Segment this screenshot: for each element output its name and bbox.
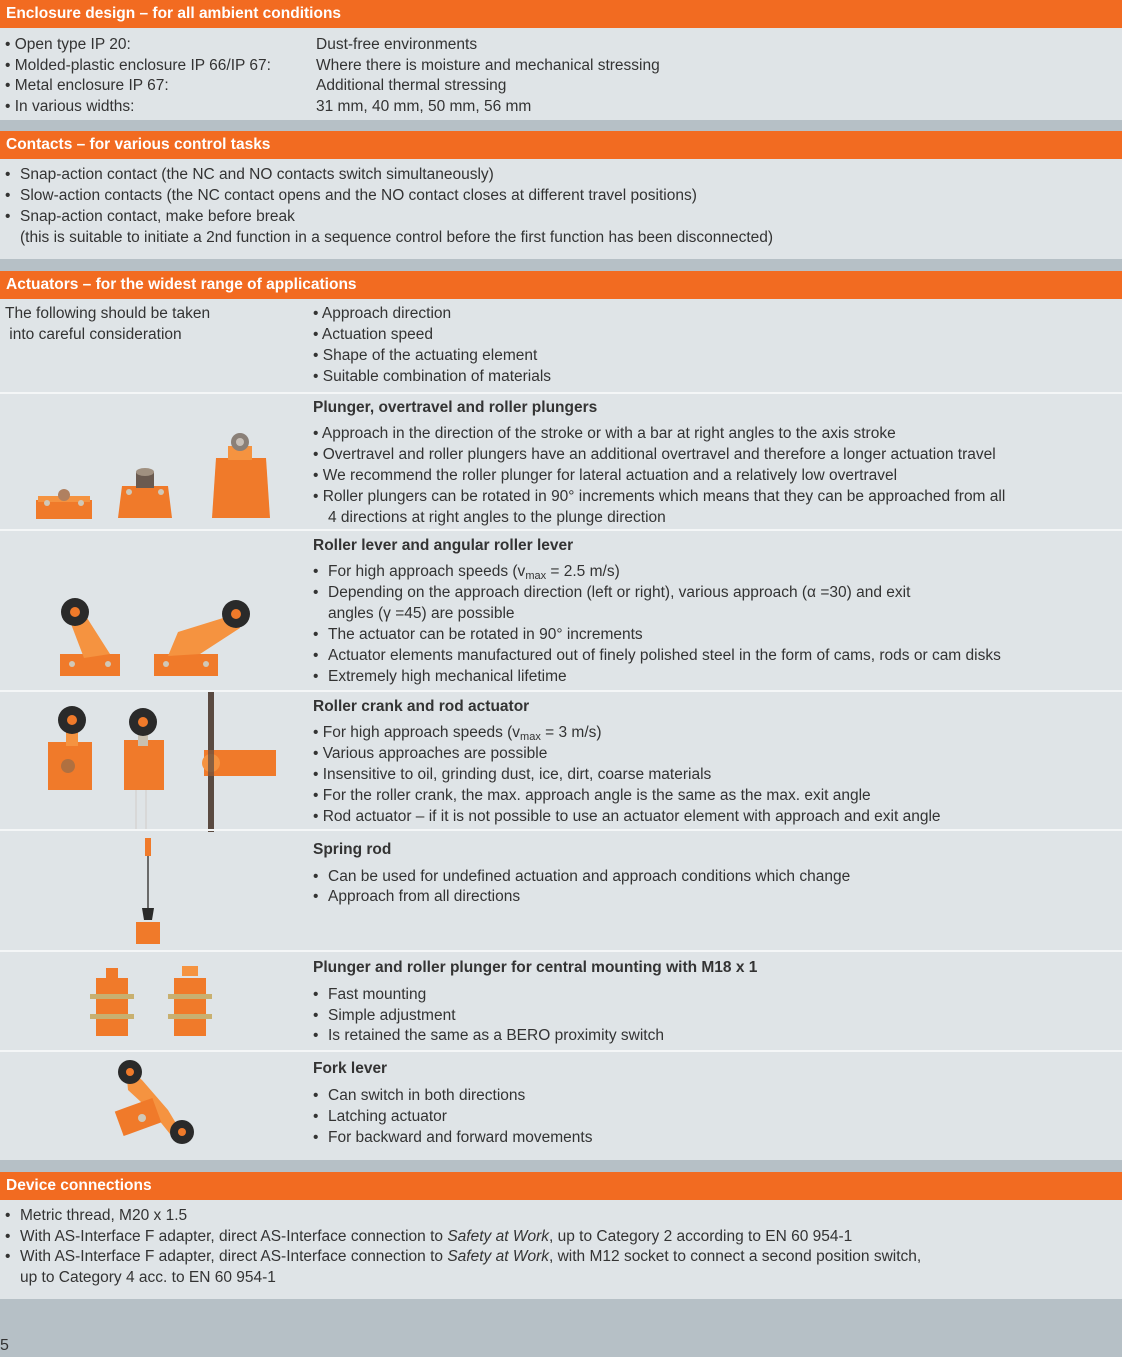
contacts-item-4: (this is suitable to initiate a 2nd function in a sequence control before the first function has been disconnected) [20,229,774,246]
fork-lever-title: Fork lever [313,1060,388,1077]
consideration-1: • Approach direction [313,305,452,322]
actuators-intro-line2: into careful consideration [5,326,182,343]
roller-crank-speed-post: = 3 m/s) [540,724,602,741]
roller-crank-line-3: • For the roller crank, the max. approach angle is the same as the max. exit angle [313,787,871,804]
roller-lever-speed-sub: max [525,570,547,582]
enclosure-value-3: Additional thermal stressing [316,77,507,94]
contacts-bullet: • [5,166,11,183]
roller-lever-speed [328,561,620,582]
roller-crank-title: Roller crank and rod actuator [313,698,530,715]
contacts-item-2: Slow-action contacts (the NC contact opens and the NO contact closes at different travel positions) [20,187,697,204]
roller-crank-speed-pre: • For high approach speeds (v [313,724,521,741]
roller-lever-line-2: angles (γ =45) are possible [328,605,515,622]
divider [0,1050,1122,1052]
device-line-3-pre: With AS-Interface F adapter, direct AS-Interface connection to [20,1248,448,1265]
roller-crank-speed [313,722,602,743]
central-mount-bullet: • [313,986,319,1003]
device-bullet: • [5,1207,11,1224]
roller-lever-line-3: The actuator can be rotated in 90° increments [328,626,643,643]
device-line-2-pre: With AS-Interface F adapter, direct AS-Interface connection to [20,1228,448,1245]
spring-rod-image [132,838,164,946]
contacts-item-1: Snap-action contact (the NC and NO contacts switch simultaneously) [20,166,494,183]
central-mount-line-2: Simple adjustment [328,1007,456,1024]
device-bullet: • [5,1228,11,1245]
divider [0,829,1122,831]
roller-lever-bullet: • [313,647,319,664]
fork-lever-line-1: Can switch in both directions [328,1087,526,1104]
enclosure-value-1: Dust-free environments [316,36,478,53]
roller-crank-line-1: • Various approaches are possible [313,745,548,762]
page-number: 5 [0,1337,9,1354]
fork-lever-line-3: For backward and forward movements [328,1129,593,1146]
roller-lever-title: Roller lever and angular roller lever [313,537,574,554]
spring-rod-bullet: • [313,868,319,885]
spring-rod-line-2: Approach from all directions [328,888,521,905]
device-line-4: up to Category 4 acc. to EN 60 954-1 [20,1269,276,1286]
contacts-bullet: • [5,208,11,225]
spring-rod-bullet: • [313,888,319,905]
device-line-1: Metric thread, M20 x 1.5 [20,1207,188,1224]
roller-crank-side-image [124,708,164,830]
plunger-line-3: • We recommend the roller plunger for lateral actuation and a relatively low overtravel [313,467,898,484]
roller-lever-bullet: • [313,584,319,601]
plunger-line-4: • Roller plungers can be rotated in 90° increments which means that they can be approached from all [313,488,1006,505]
fork-lever-line-2: Latching actuator [328,1108,447,1125]
plunger-title: Plunger, overtravel and roller plungers [313,399,598,416]
central-mount-illustration [86,966,218,1042]
central-roller-plunger-image [168,966,212,1036]
central-mount-title: Plunger and roller plunger for central mounting with M18 x 1 [313,959,758,976]
plunger-line-5: 4 directions at right angles to the plunge direction [328,509,666,526]
fork-lever-bullet: • [313,1129,319,1146]
enclosure-label-3: • Metal enclosure IP 67: [5,77,169,94]
roller-lever-speed-pre: For high approach speeds (v [328,563,526,580]
overtravel-plunger-image [118,468,172,518]
contacts-item-3: Snap-action contact, make before break [20,208,295,225]
roller-crank-speed-sub: max [520,731,541,743]
central-mount-line-1: Fast mounting [328,986,427,1003]
central-mount-bullet: • [313,1007,319,1024]
consideration-2: • Actuation speed [313,326,434,343]
fork-lever-bullet: • [313,1108,319,1125]
device-bullet: • [5,1248,11,1265]
plunger-line-1: • Approach in the direction of the stroke or with a bar at right angles to the axis stroke [313,425,896,442]
central-plunger-image [90,968,134,1036]
enclosure-label-4: • In various widths: [5,98,135,115]
central-mount-line-3: Is retained the same as a BERO proximity switch [328,1027,664,1044]
device-line-2-post: , up to Category 2 according to EN 60 954-1 [549,1228,853,1245]
roller-lever-line-1: Depending on the approach direction (left or right), various approach (α =30) and exit [328,584,911,601]
roller-plunger-image [212,433,270,518]
roller-lever-bullet: • [313,563,319,580]
device-header: Device connections [0,1172,1122,1200]
roller-lever-speed-post: = 2.5 m/s) [546,563,620,580]
roller-lever-bullet: • [313,626,319,643]
roller-crank-line-4: • Rod actuator – if it is not possible to use an actuator element with approach and exit angle [313,808,941,825]
divider [0,529,1122,531]
device-line-2-em: Safety at Work [447,1228,549,1245]
actuators-intro-line1: The following should be taken [5,305,211,322]
central-mount-bullet: • [313,1027,319,1044]
device-line-3-post: , with M12 socket to connect a second position switch, [549,1248,922,1265]
plunger-line-2: • Overtravel and roller plungers have an additional overtravel and therefore a longer actuation travel [313,446,996,463]
device-line-3 [20,1246,921,1267]
contacts-bullet: • [5,187,11,204]
enclosure-value-2: Where there is moisture and mechanical stressing [316,57,660,74]
actuators-header: Actuators – for the widest range of applications [0,271,1122,299]
enclosure-value-4: 31 mm, 40 mm, 50 mm, 56 mm [316,98,532,115]
roller-lever-illustration [50,596,255,680]
spring-rod-title: Spring rod [313,841,392,858]
fork-lever-image [108,1058,200,1146]
roller-lever-line-4: Actuator elements manufactured out of finely polished steel in the form of cams, rods or cam disks [328,647,1001,664]
plunger-flat-image [36,489,92,519]
enclosure-label-1: • Open type IP 20: [5,36,131,53]
consideration-4: • Suitable combination of materials [313,368,552,385]
plunger-illustration [30,428,280,523]
roller-lever-image [60,598,120,676]
spring-rod-line-1: Can be used for undefined actuation and approach conditions which change [328,868,851,885]
device-line-2 [20,1226,852,1247]
device-line-3-em: Safety at Work [447,1248,549,1265]
divider [0,950,1122,952]
consideration-3: • Shape of the actuating element [313,347,538,364]
roller-crank-line-2: • Insensitive to oil, grinding dust, ice, dirt, coarse materials [313,766,712,783]
fork-lever-bullet: • [313,1087,319,1104]
contacts-header: Contacts – for various control tasks [0,131,1122,159]
angular-roller-lever-image [154,600,250,676]
enclosure-header: Enclosure design – for all ambient conditions [0,0,1122,28]
enclosure-label-2: • Molded-plastic enclosure IP 66/IP 67: [5,57,271,74]
roller-crank-image [48,706,92,790]
roller-lever-line-5: Extremely high mechanical lifetime [328,668,567,685]
roller-lever-bullet: • [313,668,319,685]
roller-crank-illustration [44,692,264,832]
divider [0,392,1122,394]
